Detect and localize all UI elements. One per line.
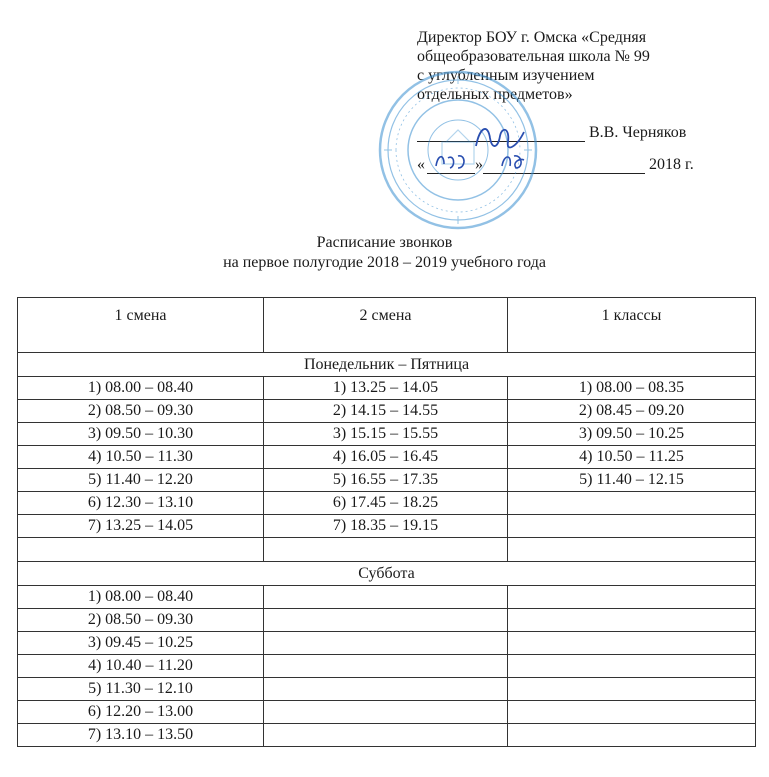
table-row (18, 423, 756, 446)
table-row-empty (18, 538, 756, 562)
approval-block (417, 28, 737, 173)
table-row (18, 724, 756, 747)
table-row (18, 400, 756, 423)
title-line-2: на первое полугодие 2018 – 2019 учебного года (223, 254, 546, 271)
table-cell: 1) 08.00 – 08.40 (18, 586, 264, 609)
section-label-weekdays: Понедельник – Пятница (18, 353, 756, 377)
table-cell: 6) 12.30 – 13.10 (18, 492, 264, 515)
header-cell-first-grades: 1 классы (508, 298, 756, 353)
table-cell: 5) 16.55 – 17.35 (264, 469, 508, 492)
table-cell (508, 701, 756, 724)
table-cell (508, 515, 756, 538)
date-year: 2018 г. (649, 156, 694, 173)
table-cell: 5) 11.40 – 12.20 (18, 469, 264, 492)
table-cell: 4) 10.40 – 11.20 (18, 655, 264, 678)
section-row-weekdays (18, 353, 756, 377)
table-cell: 2) 08.50 – 09.30 (18, 609, 264, 632)
table-row (18, 469, 756, 492)
document-title (0, 233, 769, 273)
table-cell (264, 655, 508, 678)
date-open-quote: « (417, 156, 425, 173)
table-cell: 4) 16.05 – 16.45 (264, 446, 508, 469)
table-cell (508, 632, 756, 655)
table-cell: 6) 12.20 – 13.00 (18, 701, 264, 724)
table-cell (264, 538, 508, 562)
table-cell: 3) 09.45 – 10.25 (18, 632, 264, 655)
table-cell: 1) 13.25 – 14.05 (264, 377, 508, 400)
header-cell-shift-2: 2 смена (264, 298, 508, 353)
approval-line: с углубленным изучением (417, 67, 595, 84)
table-cell: 2) 14.15 – 14.55 (264, 400, 508, 423)
table-cell (508, 724, 756, 747)
table-row (18, 586, 756, 609)
table-cell (508, 609, 756, 632)
handwritten-month-icon (498, 150, 528, 172)
table-cell: 4) 10.50 – 11.25 (508, 446, 756, 469)
table-cell (264, 632, 508, 655)
header-cell-shift-1: 1 смена (18, 298, 264, 353)
table-cell: 3) 09.50 – 10.30 (18, 423, 264, 446)
table-cell: 4) 10.50 – 11.30 (18, 446, 264, 469)
table-cell (264, 701, 508, 724)
table-cell: 1) 08.00 – 08.35 (508, 377, 756, 400)
table-cell (18, 538, 264, 562)
table-cell (264, 609, 508, 632)
table-cell (508, 655, 756, 678)
approval-line: Директор БОУ г. Омска «Средняя (417, 29, 647, 46)
table-cell: 2) 08.50 – 09.30 (18, 400, 264, 423)
table-cell (264, 724, 508, 747)
table-row (18, 701, 756, 724)
table-cell: 5) 11.30 – 12.10 (18, 678, 264, 701)
signatory-name: В.В. Черняков (589, 124, 687, 141)
handwritten-day-icon (432, 150, 472, 172)
table-cell: 3) 09.50 – 10.25 (508, 423, 756, 446)
table-row (18, 678, 756, 701)
table-cell: 3) 15.15 – 15.55 (264, 423, 508, 446)
table-cell: 5) 11.40 – 12.15 (508, 469, 756, 492)
table-cell (508, 538, 756, 562)
table-row (18, 377, 756, 400)
table-row (18, 655, 756, 678)
table-cell: 7) 13.25 – 14.05 (18, 515, 264, 538)
table-cell (508, 678, 756, 701)
table-cell (264, 586, 508, 609)
approval-line: общеобразовательная школа № 99 (417, 48, 650, 65)
table-cell (264, 678, 508, 701)
signature-blank (417, 123, 585, 142)
table-cell: 1) 08.00 – 08.40 (18, 377, 264, 400)
table-row (18, 446, 756, 469)
table-row (18, 609, 756, 632)
title-line-1: Расписание звонков (316, 234, 453, 251)
approval-line: отдельных предметов» (417, 86, 573, 103)
table-cell: 7) 13.10 – 13.50 (18, 724, 264, 747)
table-row (18, 632, 756, 655)
table-cell: 2) 08.45 – 09.20 (508, 400, 756, 423)
date-close-quote: » (475, 156, 483, 173)
section-row-saturday (18, 562, 756, 586)
section-label-saturday: Суббота (18, 562, 756, 586)
table-cell (508, 586, 756, 609)
bell-schedule-table (17, 297, 756, 747)
table-cell (508, 492, 756, 515)
table-row (18, 492, 756, 515)
table-header-row (18, 298, 756, 353)
signature-row (417, 123, 737, 143)
table-cell: 7) 18.35 – 19.15 (264, 515, 508, 538)
table-cell: 6) 17.45 – 18.25 (264, 492, 508, 515)
table-row (18, 515, 756, 538)
